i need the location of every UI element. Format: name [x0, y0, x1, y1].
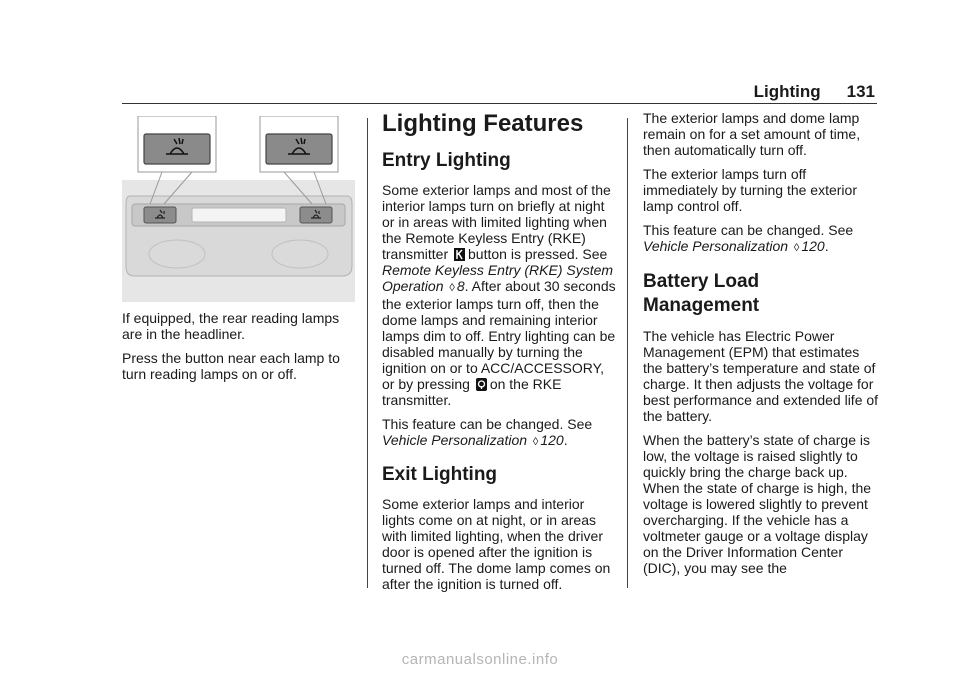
left-column [122, 310, 358, 390]
paragraph: This feature can be changed. See Vehicle Personalization ◊ 120. [643, 222, 854, 254]
cross-reference-page[interactable]: 8 [456, 278, 465, 294]
paragraph: The vehicle has Electric Power Management (EPM) that estimates the battery’s temperature and state of charge. It then adjusts the voltage for best performance and extended life of the battery. [643, 328, 879, 424]
cross-reference-link[interactable]: Remote Keyless Entry (RKE) System Operation [382, 262, 614, 294]
unlock-key-icon [454, 248, 465, 261]
paragraph: When the battery’s state of charge is low, the voltage is raised slightly to quickly bring the charge back up. When the state of charge is high, the voltage is lowered slightly to prevent overcharging. If the vehicle has a voltmeter gauge or a voltage display on the Driver Information Center (DIC), you may see the [643, 432, 872, 576]
entry-lighting-heading: Entry Lighting [382, 150, 511, 171]
text-span: Some exterior lamps and most of the interior lamps turn on briefly at night or in areas with limited lighting when the Remote Keyless Entry (RKE) transmitter [382, 182, 611, 262]
text-span: This feature can be changed. See [382, 416, 593, 432]
column-divider-right [627, 118, 628, 588]
text-span: This feature can be changed. See [643, 222, 854, 238]
paragraph: This feature can be changed. See Vehicle Personalization ◊ 120. [382, 416, 593, 448]
middle-column [382, 110, 620, 600]
lock-key-icon [476, 378, 487, 391]
header-section-title: Lighting [753, 82, 821, 101]
paragraph: The exterior lamps turn off immediately by turning the exterior lamp control off. [643, 166, 857, 214]
cross-reference-symbol: ◊ [449, 282, 455, 294]
header-rule [122, 103, 877, 104]
right-column [643, 110, 879, 584]
watermark: carmanualsonline.info [401, 651, 559, 668]
header-page-number: 131 [846, 82, 875, 101]
paragraph [382, 182, 620, 408]
reading-lamp-illustration-icon [122, 116, 355, 302]
paragraph: The exterior lamps and dome lamp remain on for a set amount of time, then automatically turn off. [643, 110, 861, 158]
paragraph: Press the button near each lamp to turn reading lamps on or off. [122, 350, 340, 382]
reading-lamp-figure [122, 116, 355, 302]
text-span: on the RKE transmitter. [382, 376, 562, 408]
column-divider-left [367, 118, 368, 588]
cross-reference-link[interactable]: Vehicle Personalization [382, 432, 528, 448]
paragraph: Some exterior lamps and interior lights come on at night, or in areas with limited lighting, when the driver door is opened after the ignition is turned off. The dome lamp comes on after the ignition is turned off. [382, 496, 611, 592]
cross-reference-page[interactable]: 120 [540, 432, 564, 448]
text-span: . After about 30 seconds the exterior lamps turn off, then the dome lamps and remaining interior lamps dim to off. Entry lighting can be disabled manually by turning the ignition on or to ACC/ACCESSORY, or by pressing [382, 278, 616, 392]
battery-load-heading: Battery Load Management [643, 271, 760, 316]
paragraph: If equipped, the rear reading lamps are in the headliner. [122, 310, 340, 342]
page-header [754, 82, 875, 102]
exit-lighting-heading: Exit Lighting [382, 464, 498, 485]
cross-reference-symbol: ◊ [793, 242, 800, 254]
section-heading: Lighting Features [382, 110, 584, 137]
cross-reference-symbol: ◊ [532, 436, 539, 448]
text-span: button is pressed. See [468, 246, 608, 262]
cross-reference-page[interactable]: 120 [801, 238, 825, 254]
cross-reference-link[interactable]: Vehicle Personalization [643, 238, 789, 254]
